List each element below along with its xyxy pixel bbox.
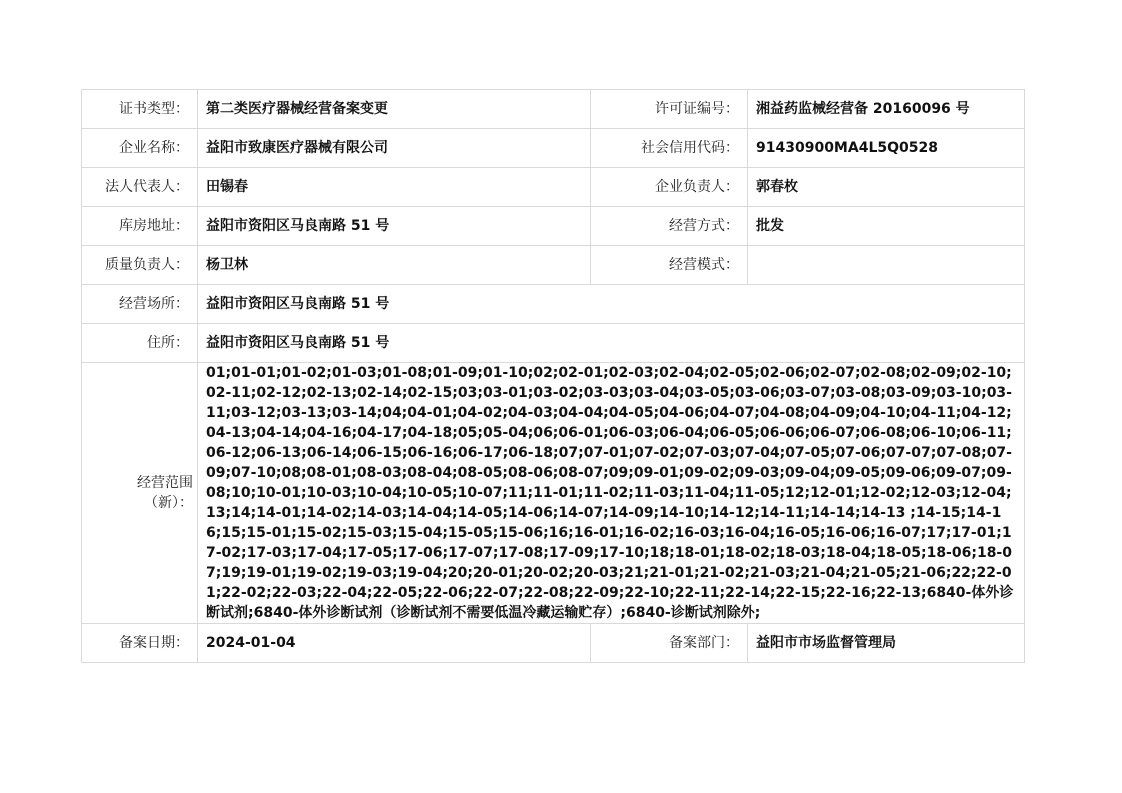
table-row	[82, 324, 1025, 363]
business-method-label: 经营方式：	[591, 207, 748, 246]
certificate-table	[81, 89, 1025, 663]
credit-code-value: 91430900MA4L5Q0528	[748, 129, 1025, 168]
cert-type-value: 第二类医疗器械经营备案变更	[198, 90, 591, 129]
legal-rep-value: 田锡春	[198, 168, 591, 207]
business-mode-value	[748, 246, 1025, 285]
table-row	[82, 168, 1025, 207]
company-name-label: 企业名称：	[82, 129, 198, 168]
company-head-value: 郭春枚	[748, 168, 1025, 207]
business-premises-label: 经营场所：	[82, 285, 198, 324]
cert-type-label: 证书类型：	[82, 90, 198, 129]
company-name-value: 益阳市致康医疗器械有限公司	[198, 129, 591, 168]
business-mode-label: 经营模式：	[591, 246, 748, 285]
quality-head-value: 杨卫林	[198, 246, 591, 285]
table-row	[82, 246, 1025, 285]
business-method-value: 批发	[748, 207, 1025, 246]
quality-head-label: 质量负责人：	[82, 246, 198, 285]
table-row	[82, 363, 1025, 624]
business-scope-value: 01;01-01;01-02;01-03;01-08;01-09;01-10;02;02-01;02-03;02-04;02-05;02-06;02-07;02-08;02-09;02-10;02-11;02-12;02-13;02-14;02-15;03;03-01;03-02;03-03;03-04;03-05;03-06;03-07;03-08;03-09;03-10;03-11;03-12;03-13;03-14;04;04-01;04-02;04-03;04-04;04-05;04-06;04-07;04-08;04-09;04-10;04-11;04-12;04-13;04-14;04-16;04-17;04-18;05;05-04;06;06-01;06-03;06-04;06-05;06-06;06-07;06-08;06-10;06-11;06-12;06-13;06-14;06-15;06-16;06-17;06-18;07;07-01;07-02;07-03;07-04;07-05;07-06;07-07;07-08;07-09;07-10;08;08-01;08-03;08-04;08-05;08-06;08-07;09;09-01;09-02;09-03;09-04;09-05;09-06;09-07;09-08;10;10-01;10-03;10-04;10-05;10-07;11;11-01;11-02;11-03;11-04;11-05;12;12-01;12-02;12-03;12-04;13;14;14-01;14-02;14-03;14-04;14-05;14-06;14-07;14-09;14-10;14-12;14-11;14-14;14-13 ;14-15;14-16;15;15-01;15-02;15-03;15-04;15-05;15-06;16;16-01;16-02;16-03;16-04;16-05;16-06;16-07;17;17-01;17-02;17-03;17-04;17-05;17-06;17-07;17-08;17-09;17-10;18;18-01;18-02;18-03;18-04;18-05;18-06;18-07;19;19-01;19-02;19-03;19-04;20;20-01;20-02;20-03;21;21-01;21-02;21-03;21-04;21-05;21-06;22;22-01;22-02;22-03;22-04;22-05;22-06;22-07;22-08;22-09;22-10;22-11;22-14;22-15;22-16;22-13;6840-体外诊断试剂;6840-体外诊断试剂（诊断试剂不需要低温冷藏运输贮存）;6840-诊断试剂除外;	[198, 363, 1025, 624]
legal-rep-label: 法人代表人：	[82, 168, 198, 207]
warehouse-address-value: 益阳市资阳区马良南路 51 号	[198, 207, 591, 246]
table-row	[82, 207, 1025, 246]
filing-dept-label: 备案部门：	[591, 624, 748, 663]
license-no-label: 许可证编号：	[591, 90, 748, 129]
table-row	[82, 129, 1025, 168]
warehouse-address-label: 库房地址：	[82, 207, 198, 246]
filing-dept-value: 益阳市市场监督管理局	[748, 624, 1025, 663]
license-no-value: 湘益药监械经营备 20160096 号	[748, 90, 1025, 129]
residence-label: 住所：	[82, 324, 198, 363]
table-row	[82, 624, 1025, 663]
business-scope-label: 经营范围（新）：	[82, 363, 198, 624]
table-row	[82, 90, 1025, 129]
residence-value: 益阳市资阳区马良南路 51 号	[198, 324, 1025, 363]
business-premises-value: 益阳市资阳区马良南路 51 号	[198, 285, 1025, 324]
company-head-label: 企业负责人：	[591, 168, 748, 207]
filing-date-label: 备案日期：	[82, 624, 198, 663]
filing-date-value: 2024-01-04	[198, 624, 591, 663]
table-row	[82, 285, 1025, 324]
credit-code-label: 社会信用代码：	[591, 129, 748, 168]
